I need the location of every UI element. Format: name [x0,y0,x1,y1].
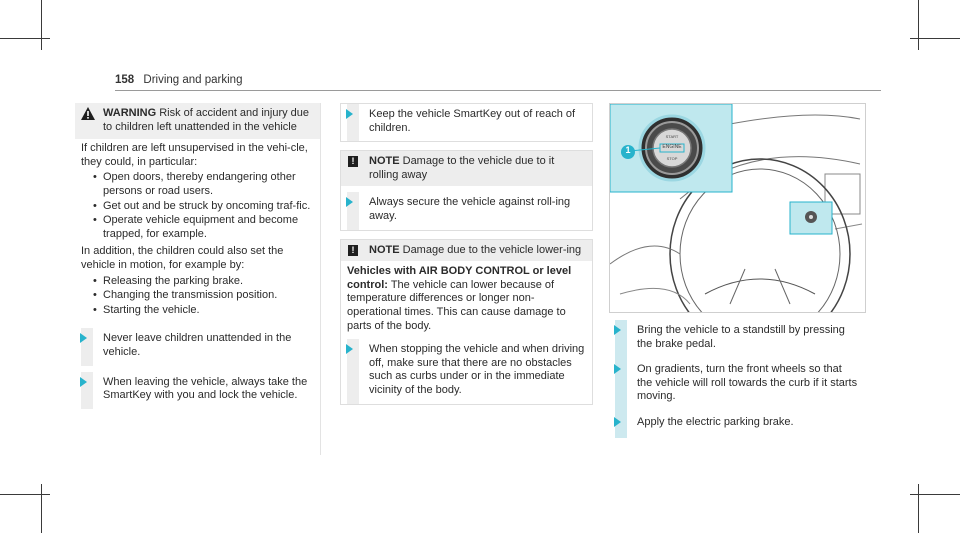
button-text-top: START [665,134,679,139]
crop-mark [918,0,919,50]
note-text: Damage due to the vehicle lower-ing [402,243,582,256]
list-item: • Get out and be struck by oncoming traf-fic. [93,200,314,214]
motion-risk-list [75,275,320,318]
section-title: Driving and parking [143,74,243,86]
column-left [75,103,321,455]
note-label: NOTE [369,243,400,256]
addition-text: In addition, the children could also set the vehicle in motion, for example by: [81,245,284,271]
warning-box [75,103,320,139]
instruction-text: On gradients, turn the front wheels so that the vehicle will roll towards the curb if it starts moving. [637,363,858,403]
header-rule [115,90,881,91]
column-middle [340,103,593,413]
instruction-text: Bring the vehicle to a standstill by pressing the brake pedal. [637,324,845,350]
list-item: • Changing the transmission position. [93,289,314,303]
column-right [609,320,864,438]
note-bold-lead: Vehicles with AIR BODY CONTROL or level control: [347,265,572,291]
crop-mark [41,484,42,533]
arrow-right-icon [346,344,353,354]
note-body [341,261,592,339]
risk-list [75,171,320,241]
arrow-right-icon [614,417,621,427]
instruction-step [609,412,864,438]
note-body-text: The vehicle can lower because of temperature differences or longer non-operational times. This can cause damage to parts of the body. [347,278,566,332]
cockpit-drawing [610,104,865,312]
list-item: • Operate vehicle equipment and become trapped, for example. [93,214,314,241]
list-item: • Open doors, thereby endangering other persons or road users. [93,171,314,198]
page-number: 158 [115,74,135,86]
button-text-mid: ENGINE [662,144,682,150]
arrow-right-icon [80,377,87,387]
instruction-text: Apply the electric parking brake. [637,415,794,428]
exclamation-icon: ! [348,245,358,256]
list-item: • Releasing the parking brake. [93,275,314,289]
arrow-right-icon [614,364,621,374]
instruction-step [341,192,592,229]
arrow-right-icon [80,333,87,343]
instruction-step [75,372,320,409]
warning-label: WARNING [103,107,157,119]
note-header [341,240,592,262]
crop-mark [0,494,50,495]
instruction-text: Never leave children unattended in the vehicle. [103,332,292,358]
instruction-text: When stopping the vehicle and when driving off, make sure that there are no obstacles such as curbs under or in the immediate vicinity of the body. [369,343,585,396]
instruction-box [340,103,593,142]
intro-text: If children are left unsupervised in the vehi-cle, they could, in particular: [81,142,308,168]
instruction-step [341,339,592,403]
warning-triangle-icon [81,107,95,120]
note-label: NOTE [369,155,400,168]
crop-mark [0,38,50,39]
instruction-step [609,359,864,412]
note-header [341,151,592,186]
crop-mark [41,0,42,50]
arrow-right-icon [346,197,353,207]
instruction-text: Always secure the vehicle against roll-ing away. [369,196,571,222]
callout-number: 1 [625,145,631,155]
button-text-bottom: STOP [666,156,678,161]
exclamation-icon: ! [348,156,358,167]
cockpit-illustration [609,103,866,313]
instruction-step [341,104,592,141]
note-box [340,239,593,405]
note-box [340,150,593,230]
page-header [115,74,242,86]
instruction-step [609,320,864,359]
arrow-right-icon [346,109,353,119]
warning-text: Risk of accident and injury due to children left unattended in the vehicle [103,107,310,133]
instruction-step [75,328,320,365]
crop-mark [918,484,919,533]
note-text: Damage to the vehicle due to it rolling away [369,155,555,181]
instruction-text: When leaving the vehicle, always take the SmartKey with you and lock the vehicle. [103,375,308,402]
list-item: • Starting the vehicle. [93,304,314,318]
instruction-text: Keep the vehicle SmartKey out of reach of children. [369,108,576,134]
arrow-right-icon [614,325,621,335]
